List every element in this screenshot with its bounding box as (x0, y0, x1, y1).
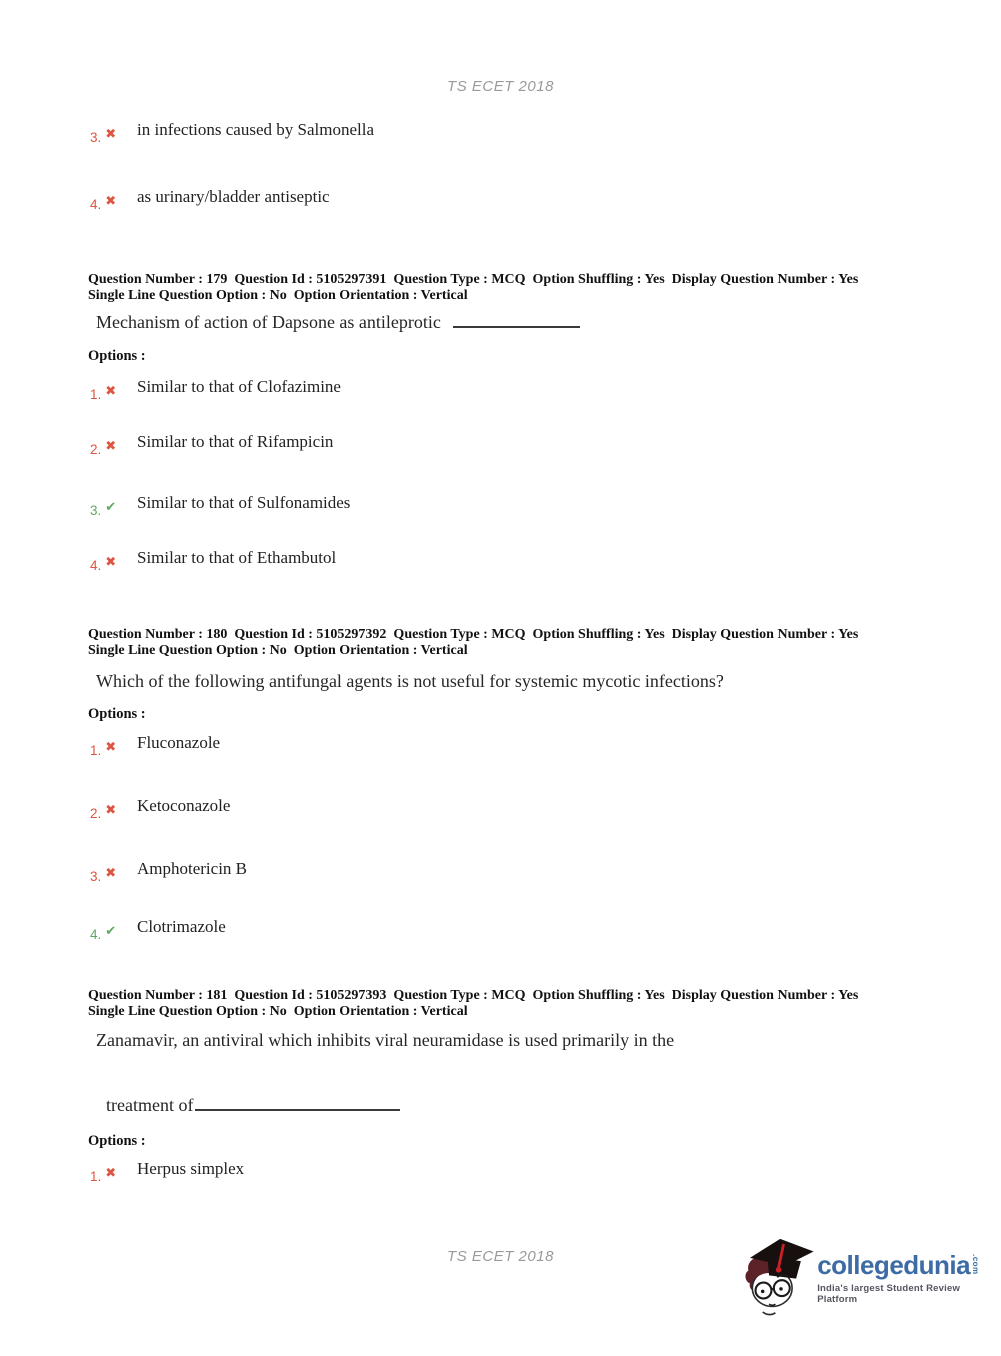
wrong-icon: ✖ (105, 383, 117, 398)
option-marker (88, 194, 137, 212)
option-text: Similar to that of Sulfonamides (137, 493, 351, 512)
logo-brand-text: collegedunia (817, 1250, 971, 1280)
options-list (88, 731, 951, 942)
question-block-181 (88, 988, 951, 1184)
option-number: 3. (90, 869, 102, 884)
question-text: Zanamavir, an antiviral which inhibits viral neuramidase is used primarily in the (96, 1030, 675, 1050)
mascot-icon (742, 1236, 815, 1318)
option-row (88, 915, 951, 942)
carryover-option-3 (88, 118, 374, 145)
option-number: 1. (90, 387, 102, 402)
question-meta-line-2: Single Line Question Option : No Option Orientation : Vertical (88, 287, 468, 303)
question-meta-line-2: Single Line Question Option : No Option Orientation : Vertical (88, 642, 468, 658)
option-marker (88, 500, 137, 518)
option-text: Ketoconazole (137, 796, 231, 815)
options-list (88, 375, 951, 573)
question-text (96, 311, 951, 334)
question-text-content: Mechanism of action of Dapsone as antileprotic (96, 312, 441, 332)
option-text: as urinary/bladder antiseptic (137, 187, 330, 206)
option-number: 4. (90, 558, 102, 573)
option-text: Clotrimazole (137, 917, 226, 936)
logo-tld: .com (971, 1254, 981, 1275)
option-row (88, 430, 951, 457)
option-marker (88, 439, 137, 457)
option-row (88, 1157, 951, 1184)
option-marker (88, 555, 137, 573)
option-text: Similar to that of Rifampicin (137, 432, 334, 451)
option-marker (88, 1166, 137, 1184)
option-row (88, 375, 951, 402)
option-number: 2. (90, 442, 102, 457)
option-text: in infections caused by Salmonella (137, 120, 374, 139)
option-row (88, 546, 951, 573)
question-text-continued (106, 1094, 951, 1117)
question-text-content: treatment of (106, 1095, 194, 1115)
wrong-icon: ✖ (105, 438, 117, 453)
options-label: Options : (88, 348, 146, 364)
option-marker (88, 740, 137, 758)
option-number: 2. (90, 806, 102, 821)
logo-tagline: India's largest Student Review Platform (817, 1283, 961, 1305)
option-number: 3. (90, 503, 102, 518)
option-marker (88, 866, 137, 884)
collegedunia-logo (742, 1236, 1001, 1318)
option-number: 1. (90, 1169, 102, 1184)
wrong-icon: ✖ (105, 193, 117, 208)
wrong-icon: ✖ (105, 802, 117, 817)
option-text: Amphotericin B (137, 859, 248, 878)
wrong-icon: ✖ (105, 739, 117, 754)
options-list (88, 1157, 951, 1184)
option-marker (88, 384, 137, 402)
option-text: Similar to that of Ethambutol (137, 548, 337, 567)
wrong-icon: ✖ (105, 554, 117, 569)
question-text: Which of the following antifungal agents is not useful for systemic mycotic infections? (96, 671, 724, 691)
question-block-179 (88, 272, 951, 573)
question-meta-line-2: Single Line Question Option : No Option Orientation : Vertical (88, 1003, 468, 1019)
question-meta-line-1: Question Number : 180 Question Id : 5105297392 Question Type : MCQ Option Shuffling : Yes Display Question Number : Yes (88, 627, 859, 642)
option-marker (88, 924, 137, 942)
option-text: Fluconazole (137, 733, 221, 752)
question-meta-line-1: Question Number : 181 Question Id : 5105297393 Question Type : MCQ Option Shuffling : Yes Display Question Number : Yes (88, 988, 859, 1003)
answer-blank (195, 1097, 400, 1111)
option-row (88, 857, 951, 884)
logo-text (817, 1236, 1001, 1305)
carryover-option-4 (88, 185, 330, 212)
options-label: Options : (88, 1133, 146, 1149)
option-text: Similar to that of Clofazimine (137, 377, 341, 396)
page-footer-title: TS ECET 2018 (447, 1248, 554, 1265)
option-number: 3. (90, 130, 102, 145)
option-marker (88, 127, 137, 145)
question-meta-line-1: Question Number : 179 Question Id : 5105297391 Question Type : MCQ Option Shuffling : Yes Display Question Number : Yes (88, 272, 859, 287)
option-row (88, 491, 951, 518)
options-label: Options : (88, 706, 146, 722)
correct-icon: ✔ (105, 499, 117, 514)
option-number: 4. (90, 197, 102, 212)
wrong-icon: ✖ (105, 1165, 117, 1180)
page-header-title: TS ECET 2018 (447, 78, 554, 95)
question-block-180 (88, 627, 951, 942)
wrong-icon: ✖ (105, 126, 117, 141)
option-number: 4. (90, 927, 102, 942)
option-row (88, 731, 951, 758)
option-number: 1. (90, 743, 102, 758)
correct-icon: ✔ (105, 923, 117, 938)
answer-blank (453, 314, 580, 328)
wrong-icon: ✖ (105, 865, 117, 880)
option-text: Herpus simplex (137, 1159, 245, 1178)
option-row (88, 794, 951, 821)
option-marker (88, 803, 137, 821)
